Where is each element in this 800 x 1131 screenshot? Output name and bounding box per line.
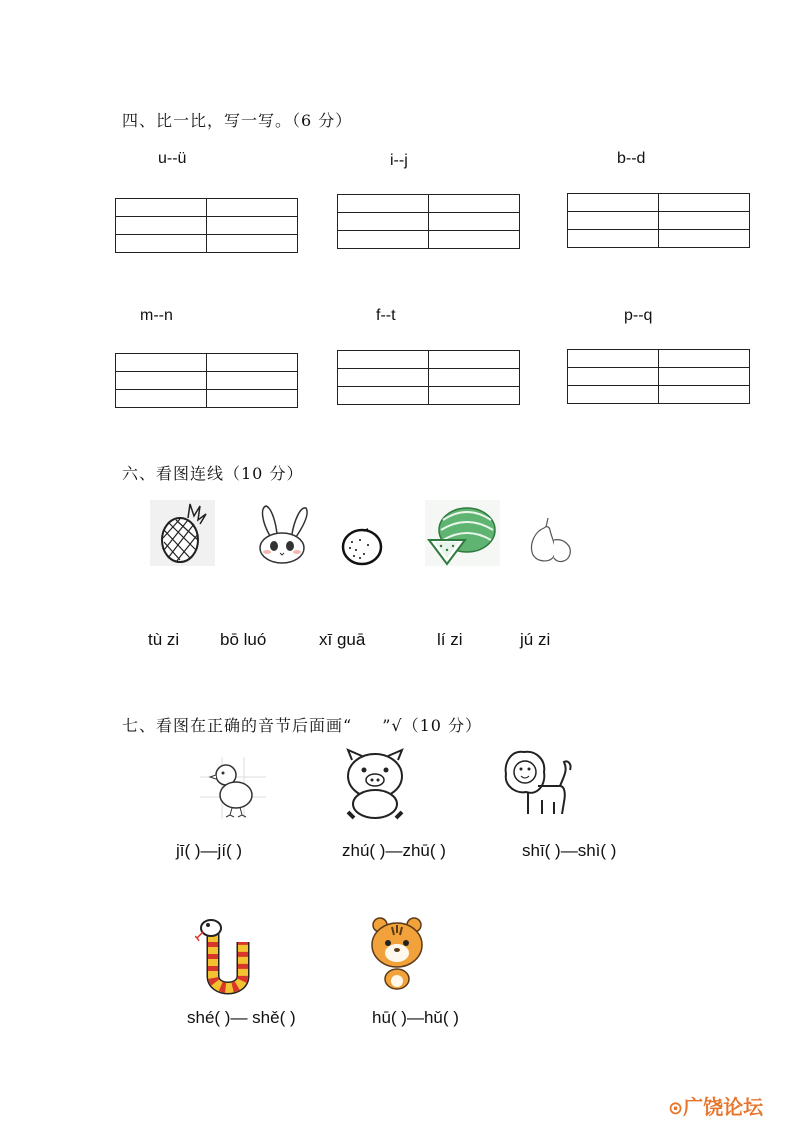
writing-grid-6[interactable] [567, 349, 750, 404]
writing-grid-5[interactable] [337, 350, 520, 405]
section7-title-after: （10 分） [402, 716, 483, 735]
rabbit-image [252, 502, 312, 566]
syllables-pig: zhú( )—zhū( ) [342, 841, 446, 860]
pair-f-t: f--t [376, 307, 396, 324]
section7-title-before: 七、看图在正确的音节后面画“ [122, 716, 353, 735]
pair-m-n: m--n [140, 307, 173, 324]
word-bo-luo: bō luó [220, 630, 267, 649]
syllables-snake: shé( )— shě( ) [187, 1008, 296, 1027]
writing-grid-4[interactable] [115, 353, 298, 408]
snake-image [195, 912, 257, 996]
syllables-chick: jī( )—jí( ) [176, 841, 243, 860]
chick-image [200, 757, 266, 819]
writing-grid-3[interactable] [567, 193, 750, 248]
section7-title [122, 713, 482, 736]
writing-grid-1[interactable] [115, 198, 298, 253]
pineapple-image [150, 500, 215, 566]
watermark-text: 广饶论坛 [683, 1095, 764, 1119]
syllables-lion: shī( )—shì( ) [522, 841, 617, 860]
pair-b-d: b--d [617, 150, 646, 167]
watermelon-image [425, 500, 500, 566]
pear-image [524, 514, 576, 566]
pair-u-u: u--ü [158, 150, 187, 167]
word-xi-gua: xī guā [319, 630, 366, 649]
word-ju-zi: jú zi [520, 630, 551, 649]
pair-p-q: p--q [624, 307, 653, 324]
tiger-image [366, 913, 428, 993]
check-mark: ”√ [382, 716, 403, 735]
syllables-tiger: hū( )—hǔ( ) [372, 1008, 459, 1027]
writing-grid-2[interactable] [337, 194, 520, 249]
lion-image [498, 746, 574, 822]
section6-title: 六、看图连线（10 分） [122, 464, 304, 483]
word-tu-zi: tù zi [148, 630, 180, 649]
pair-i-j: i--j [390, 152, 408, 169]
word-li-zi: lí zi [437, 630, 463, 649]
watermark-logo: ⊙广饶论坛 [668, 1095, 764, 1119]
section4-title: 四、比一比，写一写。（6 分） [122, 111, 353, 130]
orange-image [340, 526, 384, 566]
pig-image [340, 748, 410, 822]
